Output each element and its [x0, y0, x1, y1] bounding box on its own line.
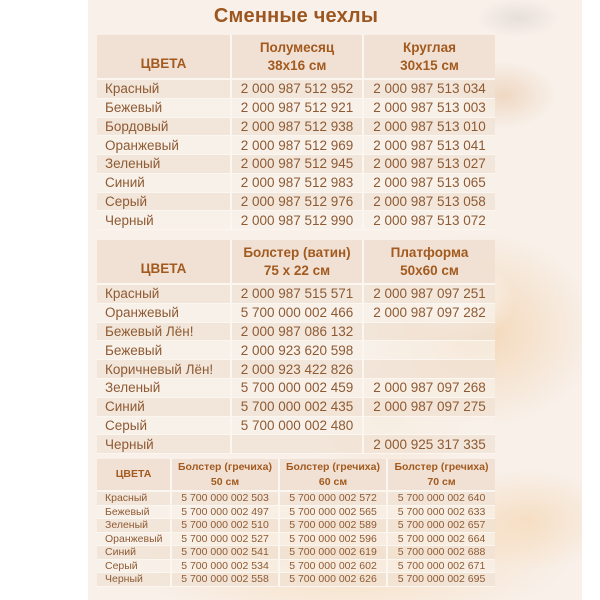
code-cell: 5 700 000 002 589 — [280, 519, 388, 533]
code-cell: 2 000 987 513 034 — [364, 80, 495, 99]
code-cell: 2 000 987 097 251 — [364, 285, 495, 304]
code-cell: 5 700 000 002 572 — [280, 492, 388, 506]
code-cell: 2 000 987 513 065 — [364, 174, 495, 193]
color-cell: Красный — [97, 80, 232, 99]
color-cell: Бежевый Лён! — [97, 323, 232, 342]
code-cell — [232, 435, 364, 454]
code-cell: 5 700 000 002 626 — [280, 573, 388, 587]
column-header — [280, 459, 388, 492]
code-cell: 2 000 987 097 282 — [364, 304, 495, 323]
code-cell: 2 000 923 422 826 — [232, 360, 364, 379]
code-cell: 5 700 000 002 435 — [232, 398, 364, 417]
code-cell — [364, 341, 495, 360]
column-header-line2: 60 см — [318, 475, 348, 488]
code-cell — [364, 417, 495, 436]
color-cell: Оранжевый — [97, 304, 232, 323]
color-cell: Оранжевый — [97, 136, 232, 155]
column-header — [172, 459, 280, 492]
code-cell: 2 000 987 512 976 — [232, 193, 364, 212]
color-cell: Серый — [97, 560, 172, 574]
code-cell: 5 700 000 002 664 — [388, 533, 495, 547]
color-cell: Оранжевый — [97, 533, 172, 547]
code-cell — [364, 360, 495, 379]
code-cell: 2 000 987 513 010 — [364, 118, 495, 137]
color-cell: Черный — [97, 211, 232, 230]
column-header-line1: Круглая — [402, 39, 457, 55]
code-cell: 5 700 000 002 497 — [172, 506, 280, 520]
column-header-colors: ЦВЕТА — [97, 35, 232, 80]
column-header-line1: Полумесяц — [259, 39, 335, 55]
code-cell: 2 000 987 513 003 — [364, 99, 495, 118]
code-cell: 2 000 987 512 990 — [232, 211, 364, 230]
code-cell: 2 000 987 512 938 — [232, 118, 364, 137]
code-cell: 2 000 987 512 921 — [232, 99, 364, 118]
code-cell: 2 000 923 620 598 — [232, 341, 364, 360]
code-cell: 5 700 000 002 565 — [280, 506, 388, 520]
column-header — [232, 240, 364, 285]
column-header-line1: Платформа — [390, 244, 469, 260]
color-cell: Синий — [97, 546, 172, 560]
code-cell: 2 000 987 512 969 — [232, 136, 364, 155]
color-cell: Зеленый — [97, 155, 232, 174]
column-header-line1: Болстер (гречиха) — [286, 461, 380, 474]
column-header-line2: 50 см — [210, 475, 240, 488]
code-cell: 2 000 987 515 571 — [232, 285, 364, 304]
color-cell: Красный — [97, 492, 172, 506]
code-cell: 5 700 000 002 558 — [172, 573, 280, 587]
column-header-line1: Болстер (гречиха) — [394, 461, 489, 474]
color-cell: Бежевый — [97, 506, 172, 520]
code-cell: 2 000 987 513 041 — [364, 136, 495, 155]
color-cell: Синий — [97, 174, 232, 193]
color-cell: Бежевый — [97, 99, 232, 118]
color-cell: Синий — [97, 398, 232, 417]
code-cell: 5 700 000 002 466 — [232, 304, 364, 323]
code-cell: 5 700 000 002 657 — [388, 519, 495, 533]
column-header-colors: ЦВЕТА — [97, 459, 172, 492]
code-cell: 2 000 987 097 268 — [364, 379, 495, 398]
color-cell: Коричневый Лён! — [97, 360, 232, 379]
column-header-line2: 38х16 см — [267, 57, 327, 73]
table-bolster-grechiha — [97, 459, 495, 600]
table-halfmoon-round — [97, 35, 495, 230]
color-cell: Серый — [97, 193, 232, 212]
code-cell: 5 700 000 002 510 — [172, 519, 280, 533]
code-cell: 5 700 000 002 602 — [280, 560, 388, 574]
code-cell: 2 000 987 513 072 — [364, 211, 495, 230]
color-cell: Черный — [97, 573, 172, 587]
color-cell: Красный — [97, 285, 232, 304]
code-cell: 2 000 987 097 275 — [364, 398, 495, 417]
code-cell: 5 700 000 002 459 — [232, 379, 364, 398]
code-cell: 5 700 000 002 534 — [172, 560, 280, 574]
column-header-line2: 30х15 см — [400, 57, 459, 73]
code-cell: 2 000 987 512 952 — [232, 80, 364, 99]
color-cell: Бежевый — [97, 341, 232, 360]
code-cell: 5 700 000 002 671 — [388, 560, 495, 574]
column-header-line1: Болстер (гречиха) — [178, 461, 272, 474]
color-cell: Зеленый — [97, 379, 232, 398]
color-cell: Зеленый — [97, 519, 172, 533]
code-cell: 5 700 000 002 596 — [280, 533, 388, 547]
column-header-line1: Болстер (ватин) — [243, 244, 351, 260]
column-header-line2: 75 х 22 см — [263, 262, 331, 278]
color-cell: Черный — [97, 435, 232, 454]
code-cell: 2 000 987 513 027 — [364, 155, 495, 174]
column-header — [364, 240, 495, 285]
code-cell: 2 000 925 317 335 — [364, 435, 495, 454]
code-cell: 5 700 000 002 695 — [388, 573, 495, 587]
code-cell: 2 000 987 086 132 — [232, 323, 364, 342]
code-cell: 5 700 000 002 541 — [172, 546, 280, 560]
column-header-line2: 70 см — [427, 475, 456, 488]
code-cell: 5 700 000 002 480 — [232, 417, 364, 436]
code-cell: 5 700 000 002 527 — [172, 533, 280, 547]
code-cell: 2 000 987 513 058 — [364, 193, 495, 212]
code-cell: 5 700 000 002 688 — [388, 546, 495, 560]
column-header — [364, 35, 495, 80]
code-cell: 2 000 987 512 983 — [232, 174, 364, 193]
page-title: Сменные чехлы — [213, 5, 379, 27]
code-cell: 5 700 000 002 633 — [388, 506, 495, 520]
code-cell: 2 000 987 512 945 — [232, 155, 364, 174]
table-bolster-platform — [97, 240, 495, 454]
column-header-line2: 50х60 см — [400, 262, 459, 278]
column-header — [388, 459, 495, 492]
column-header — [232, 35, 364, 80]
code-cell — [364, 323, 495, 342]
code-cell: 5 700 000 002 640 — [388, 492, 495, 506]
column-header-colors: ЦВЕТА — [97, 240, 232, 285]
code-cell: 5 700 000 002 503 — [172, 492, 280, 506]
color-cell: Серый — [97, 417, 232, 436]
code-cell: 5 700 000 002 619 — [280, 546, 388, 560]
color-cell: Бордовый — [97, 118, 232, 137]
